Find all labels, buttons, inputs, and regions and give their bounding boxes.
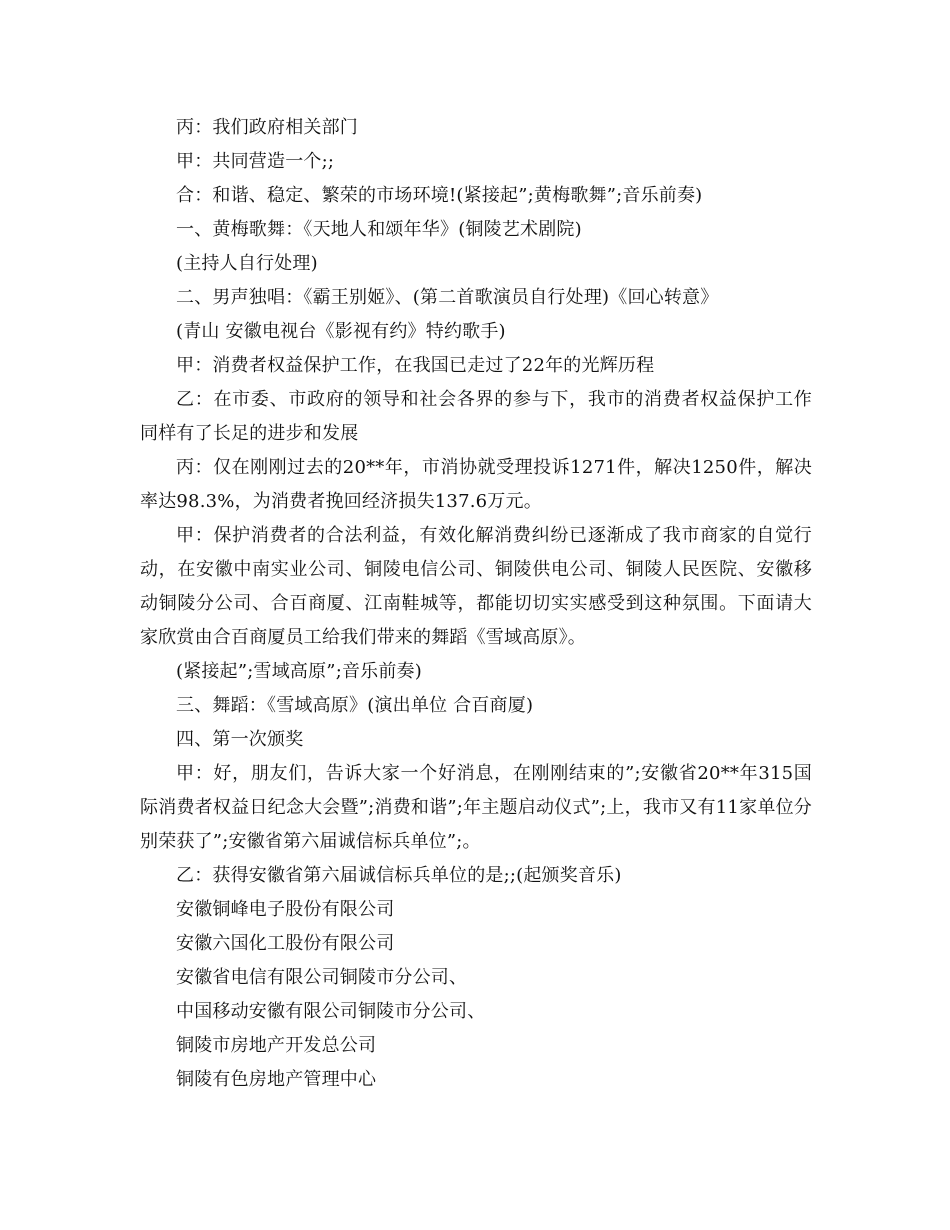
paragraph: 乙：获得安徽省第六届诚信标兵单位的是;;(起颁奖音乐) (176, 865, 622, 886)
company-list-item: 铜陵有色房地产管理中心 (176, 1069, 377, 1090)
company-list-item: 安徽省电信有限公司铜陵市分公司、 (176, 967, 468, 988)
paragraph: 丙：我们政府相关部门 (176, 117, 358, 138)
paragraph: 四、第一次颁奖 (176, 729, 304, 750)
company-list-item: 中国移动安徽有限公司铜陵市分公司、 (176, 1001, 486, 1022)
paragraph: 丙：仅在刚刚过去的20**年，市消协就受理投诉1271件，解决1250件，解决率达98.3%，为消费者挽回经济损失137.6万元。 (140, 457, 812, 512)
paragraph: 甲：消费者权益保护工作，在我国已走过了22年的光辉历程 (176, 355, 655, 376)
paragraph: 甲：保护消费者的合法利益，有效化解消费纠纷已逐渐成了我市商家的自觉行动，在安徽中南实业公司、铜陵电信公司、铜陵供电公司、铜陵人民医院、安徽移动铜陵分公司、合百商厦、江南鞋城等，都能切切实实感受到这种氛围。下面请大家欣赏由合百商厦员工给我们带来的舞蹈《雪域高原》。 (140, 525, 812, 648)
paragraph: 甲：共同营造一个;; (176, 151, 335, 172)
company-list-item: 安徽六国化工股份有限公司 (176, 933, 395, 954)
company-list-item: 铜陵市房地产开发总公司 (176, 1035, 377, 1056)
paragraph: 二、男声独唱：《霸王别姬》、(第二首歌演员自行处理)《回心转意》 (176, 287, 719, 308)
paragraph: 三、舞蹈：《雪域高原》(演出单位 合百商厦) (176, 695, 534, 716)
document-body (140, 111, 812, 1097)
paragraph: 合：和谐、稳定、繁荣的市场环境!(紧接起”;黄梅歌舞”;音乐前奏) (176, 185, 703, 206)
paragraph: (紧接起”;雪域高原”;音乐前奏) (176, 661, 422, 682)
paragraph: 甲：好，朋友们，告诉大家一个好消息，在刚刚结束的”;安徽省20**年315国际消费者权益日纪念大会暨”;消费和谐”;年主题启动仪式”;上，我市又有11家单位分别荣获了”;安徽省第六届诚信标兵单位”;。 (140, 763, 812, 852)
paragraph: (主持人自行处理) (176, 253, 318, 274)
company-list-item: 安徽铜峰电子股份有限公司 (176, 899, 395, 920)
paragraph: 乙：在市委、市政府的领导和社会各界的参与下，我市的消费者权益保护工作同样有了长足的进步和发展 (140, 389, 812, 444)
paragraph: 一、黄梅歌舞：《天地人和颂年华》(铜陵艺术剧院) (176, 219, 582, 240)
paragraph: (青山 安徽电视台《影视有约》特约歌手) (176, 321, 506, 342)
